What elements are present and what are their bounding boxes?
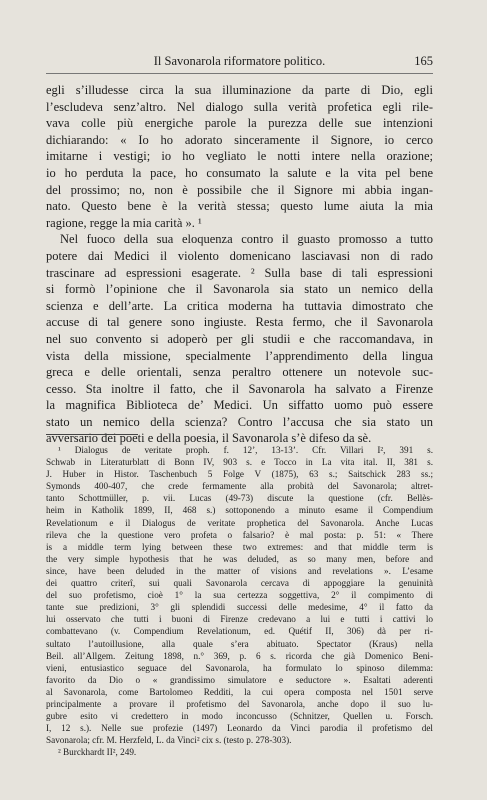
text-line: accuse di tal genere sono ingiuste. Resta fermo, che il Savonarola — [46, 315, 433, 330]
text-line: io ho perduta la pace, ho consumato la salute e la vita pel bene — [46, 165, 433, 180]
footnote-line: sultato l’autoillusione, alla quale s’era abituato. Spectator (Kraus) nella — [46, 638, 433, 649]
footnote-line: the very simple hypothesis that he was deluded, as so many men, before and — [46, 553, 433, 564]
text-line: Nel fuoco della sua eloquenza contro il guasto promosso a tutto — [60, 232, 433, 247]
footnote-line: rileva che la questione vero profeta o falsario? è mal posta: p. 51: « There — [46, 529, 433, 540]
footnotes — [46, 444, 433, 758]
text-line: stato un nemico della scienza? Contro l’accusa che sia stato un — [46, 414, 433, 429]
footnote-line: favorito da Dio o « grandissimo simulatore e seductore ». Esaltati aderenti — [46, 674, 433, 685]
text-line: potere dai Medici il violento domenicano lasciavasi non di rado — [46, 248, 433, 263]
running-header — [46, 54, 433, 74]
text-line: l’escludeva senz’altro. Nel dialogo sulla verità profetica egli rile- — [46, 99, 433, 114]
footnote-line: tanto Schottmüller, p. vii. Lucas (49-73) discute la questione (cfr. Bellès- — [46, 493, 433, 504]
footnote-line: combattevano (v. Compendium Revelationum, ed. Quétif II, 306) dà per ri- — [46, 626, 433, 637]
footnote-line: gubre esito vi credettero in modo inconcusso (Schnitzer, Quellen u. Forsch. — [46, 711, 433, 722]
footnote-line: dei quattro criterî, sui quali Savonarola cercava di appoggiare la genuinità — [46, 578, 433, 589]
footnote-line: Beil. all’Allgem. Zeitung 1898, n.° 369, p. 6 s. ricorda che già Domenico Beni- — [46, 650, 433, 661]
footnote-line: vieni, entusiastico seguace del Savonarola, ha formulato lo spinoso dilemma: — [46, 662, 433, 673]
text-line: nel suo convento si adoperò per gli studii e che raccomandava, in — [46, 331, 433, 346]
footnote-line: lui osservato che tutti i buoni di Firenze credevano a lui e tutti i cattivi lo — [46, 614, 433, 625]
text-line: nato. Questo bene è la verità stessa; questo lume aiuta la mia — [46, 199, 433, 214]
footnote-line: Schwab in Literaturblatt di Bonn IV, 903 s. e Tocco in La vita ital. II, 381 s. — [46, 457, 433, 468]
text-line: trascinare ad espressioni esagerate. ² Sulla base di tali espressioni — [46, 265, 433, 280]
header-rule — [46, 73, 433, 74]
footnote-line: J. Huber in Histor. Taschenbuch 5 Folge V (1875), 63 s.; Saitschick 283 ss.; — [46, 469, 433, 480]
footnote-line: ² Burckhardt II², 249. — [58, 747, 137, 758]
footnote-line: Savonarola; cfr. M. Herzfeld, L. da Vinci² cix s. (testo p. 278-303). — [46, 735, 292, 746]
text-line: greca e delle orientali, senza peraltro ottenere un notevole suc- — [46, 365, 433, 380]
text-line: si formò l’opinione che il Savonarola sia stato un nemico della — [46, 282, 433, 297]
page-number: 165 — [414, 54, 433, 68]
text-line: del prossimo; no, non è possibile che il Signore mi abbia ingan- — [46, 182, 433, 197]
footnote-line: del suo profetismo, cioè 1° la sua certezza soggettiva, 2° il compimento di — [46, 590, 433, 601]
text-line: avversario dei poeti e della poesia, il Savonarola s’è difeso da sè. — [46, 431, 372, 446]
footnote-line: al Savonarola, come Bartolomeo Redditi, la cui opera composta nel 1501 serve — [46, 686, 433, 697]
footnote-line: Revelationum e il Dialogus de veritate prophetica del Savonarola. Anche Lucas — [46, 517, 433, 528]
text-line: egli s’illudesse circa la sua illuminazione da parte di Dio, egli — [46, 83, 433, 97]
text-line: vista della missione, specialmente l’apprendimento della lingua — [46, 348, 433, 363]
footnote-line: I, 12 s.). Nelle sue profezie (1497) Leonardo da Vinci parodia il profetismo del — [46, 723, 433, 734]
footnote-line: since, have been deluded in the matter of visions and revelations ». L’esame — [46, 565, 433, 576]
footnote-line: Symonds 400-407, che crede fermamente alla probità del Savonarola; altret- — [46, 481, 433, 492]
text-line: ragione, regge la mia carità ». ¹ — [46, 215, 202, 230]
footnote-line: ¹ Dialogus de veritate proph. f. 12’, 13-13’. Cfr. Villari I², 391 s. — [58, 445, 433, 455]
footnote-separator — [46, 434, 138, 435]
footnote-line: heim in Katholik 1899, II, 468 s.) sottoponendo a minuto esame il Compendium — [46, 505, 433, 516]
running-title: Il Savonarola riformatore politico. — [153, 54, 326, 68]
text-line: vava colle più energiche parole la purezza delle sue intenzioni — [46, 116, 433, 131]
footnote-line: tante sue predizioni, 3° gli splendidi successi delle medesime, 4° il fatto da — [46, 602, 433, 613]
text-line: cesso. Sta inoltre il fatto, che il Savonarola ha salvato a Firenze — [46, 381, 433, 396]
text-line: imitarne i vestigi; io ho vegliato le notti intere nella orazione; — [46, 149, 433, 164]
text-line: dichiarando: « Io ho adorato sinceramente il Signore, io cerco — [46, 132, 433, 147]
text-line: scienza e dell’arte. La critica moderna ha tuttavia dimostrato che — [46, 298, 433, 313]
footnote-line: principalmente a provare il profetismo del Savonarola, anche dopo il suo lu- — [46, 698, 433, 709]
footnote-line: is a middle term lying between these two extremes: and that middle term is — [46, 541, 433, 552]
text-line: la magnifica Biblioteca de’ Medici. Un siffatto uomo può essere — [46, 398, 433, 413]
main-text — [46, 82, 433, 447]
